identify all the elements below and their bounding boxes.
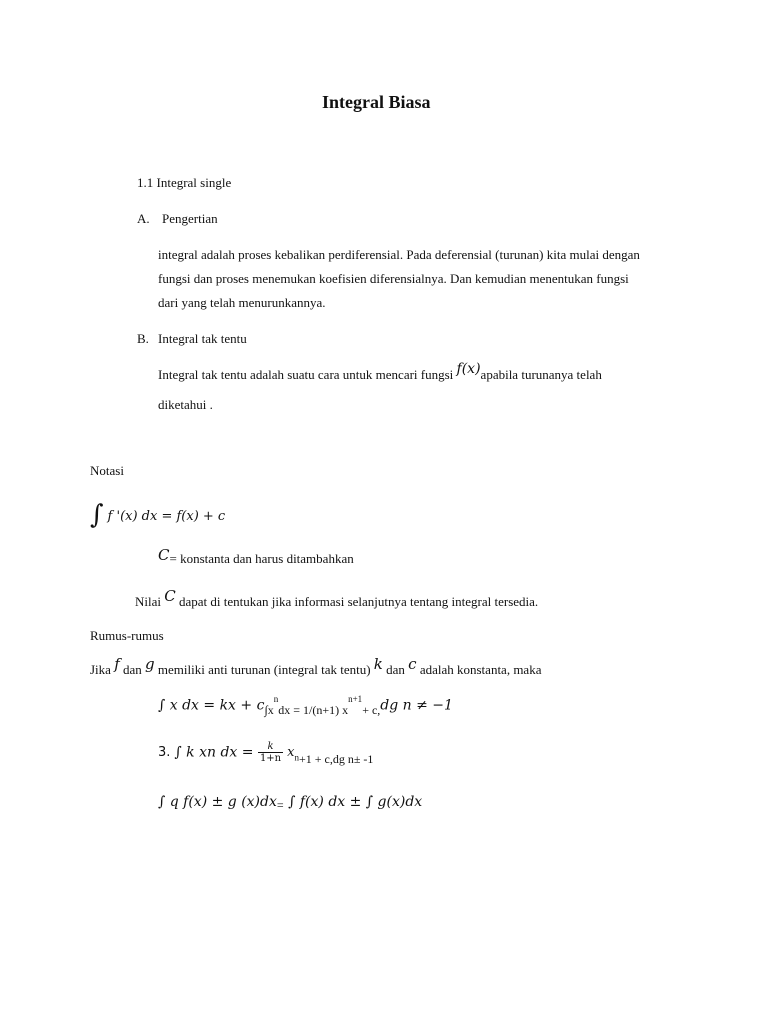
- item-a-heading: Pengertian: [162, 211, 218, 226]
- nilai-paragraph: [135, 587, 539, 610]
- nilai-text-pre: Nilai: [135, 594, 165, 609]
- symbol-k: k: [373, 655, 383, 673]
- section-heading: 1.1 Integral single: [137, 175, 232, 190]
- formula-1-condition: dg n ≠ −1: [380, 697, 453, 714]
- formula-2-tail: +1 + c,dg n± -1: [298, 752, 374, 767]
- formula-2: [158, 741, 374, 767]
- formula-2-number: 3.: [158, 745, 171, 760]
- item-b-text-post: apabila turunanya telah: [480, 367, 602, 382]
- symbol-c: c: [408, 655, 417, 673]
- formula-2-sub: n: [294, 752, 299, 763]
- jika-text-5: adalah konstanta, maka: [416, 662, 542, 677]
- symbol-g: g: [145, 655, 155, 673]
- formula-2-fraction-numerator: k: [258, 741, 283, 753]
- item-a-paragraph-line-2: fungsi dan proses menemukan koefisien diferensialnya. Dan kemudian menentukan fungsi: [158, 271, 629, 286]
- nilai-symbol: C: [164, 587, 176, 605]
- item-b-paragraph-line-1: [158, 361, 602, 383]
- nilai-text-post: dapat di tentukan jika informasi selanjutnya tentang integral tersedia.: [175, 594, 539, 609]
- formula-1-math: ∫ x dx = kx + c: [158, 697, 265, 714]
- notasi-label: Notasi: [90, 463, 124, 478]
- rumus-label: Rumus-rumus: [90, 628, 164, 643]
- formula-1-text-3: + c,: [362, 703, 381, 718]
- jika-text-3: memiliki anti turunan (integral tak tentu): [154, 662, 374, 677]
- formula-3: [158, 793, 422, 811]
- item-a-marker: A.: [137, 211, 150, 226]
- constant-symbol: C: [158, 546, 170, 564]
- notasi-formula-text: f '(x) dx = f(x) + c: [107, 509, 226, 524]
- item-b-paragraph-line-2: diketahui .: [158, 397, 213, 412]
- formula-3-math: ∫ q f(x) ± g (x)dx: [158, 794, 277, 810]
- formula-2-fraction: [258, 741, 283, 764]
- function-fx: f(x): [456, 361, 481, 377]
- formula-1-sup: n: [273, 694, 279, 704]
- constant-definition: [158, 546, 354, 568]
- item-b-text-pre: Integral tak tentu adalah suatu cara untuk mencari fungsi: [158, 367, 457, 382]
- formula-1-text-2: dx = 1/(n+1) x: [278, 703, 349, 718]
- jika-text-2: dan: [119, 662, 146, 677]
- formula-2-math: ∫ k xn dx =: [174, 744, 258, 761]
- item-a-paragraph-line-3: dari yang telah menurunkannya.: [158, 295, 326, 310]
- jika-paragraph: [90, 655, 542, 678]
- item-a-paragraph-line-1: integral adalah proses kebalikan perdiferensial. Pada deferensial (turunan) kita mulai dengan: [158, 247, 640, 262]
- formula-1-sup-2: n+1: [348, 694, 363, 704]
- integral-sign-icon: ∫: [90, 500, 104, 530]
- formula-3-math-2: ∫ f(x) dx ± ∫ g(x)dx: [283, 794, 423, 810]
- item-b-heading: Integral tak tentu: [158, 331, 247, 346]
- jika-text-1: Jika: [90, 662, 115, 677]
- notasi-formula: [90, 497, 226, 530]
- item-b-marker: B.: [137, 331, 149, 346]
- formula-1: [158, 694, 453, 718]
- symbol-f: f: [114, 655, 120, 673]
- formula-3-equals: =: [276, 798, 284, 812]
- jika-text-4: dan: [382, 662, 409, 677]
- constant-description: = konstanta dan harus ditambahkan: [169, 551, 354, 566]
- formula-1-text: ∫x: [264, 703, 274, 718]
- page-title: Integral Biasa: [322, 92, 431, 112]
- formula-2-x: x: [287, 745, 295, 760]
- formula-2-fraction-denominator: 1+n: [259, 753, 282, 764]
